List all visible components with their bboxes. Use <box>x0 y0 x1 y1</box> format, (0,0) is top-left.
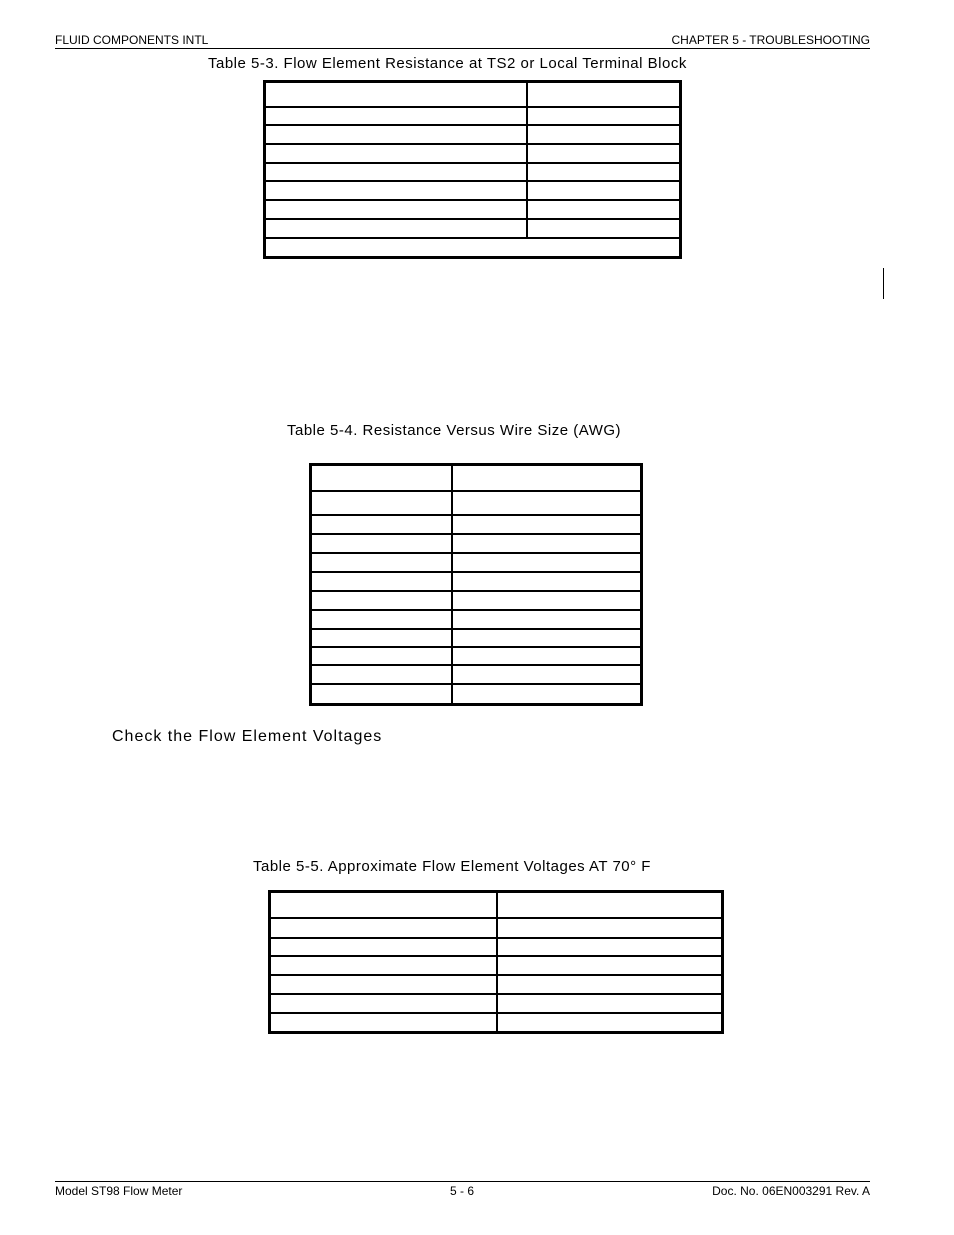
table-row-line <box>312 514 640 516</box>
section-heading: Check the Flow Element Voltages <box>112 728 383 745</box>
footer-doc-number: Doc. No. 06EN003291 Rev. A <box>712 1184 870 1198</box>
table-row-line <box>271 993 721 995</box>
table-row-line <box>266 124 679 126</box>
table-5-5 <box>268 890 724 1034</box>
header-chapter: CHAPTER 5 - TROUBLESHOOTING <box>671 33 870 47</box>
table-row-line <box>271 974 721 976</box>
table-column-divider <box>496 893 498 1031</box>
table-row-line <box>271 955 721 957</box>
footer-page-number: 5 - 6 <box>450 1184 475 1198</box>
table-row-line <box>312 533 640 535</box>
footer-model: Model ST98 Flow Meter <box>55 1184 183 1198</box>
table-row-line <box>266 199 679 201</box>
table-row-line <box>266 218 679 220</box>
table-5-3 <box>263 80 682 259</box>
table-row-line <box>312 628 640 630</box>
table-5-4 <box>309 463 643 706</box>
table-5-3-caption: Table 5-3. Flow Element Resistance at TS2 or Local Terminal Block <box>208 55 687 72</box>
table-row-line <box>312 571 640 573</box>
table-row-line <box>266 237 679 239</box>
table-5-5-caption: Table 5-5. Approximate Flow Element Voltages AT 70° F <box>253 858 651 875</box>
table-row-line <box>266 106 679 108</box>
footer-rule <box>55 1181 870 1182</box>
table-row-line <box>271 1012 721 1014</box>
header-rule <box>55 48 870 49</box>
table-column-divider <box>451 466 453 703</box>
table-row-line <box>312 590 640 592</box>
table-row-line <box>312 664 640 666</box>
table-row-line <box>312 552 640 554</box>
table-row-line <box>312 646 640 648</box>
table-5-4-caption: Table 5-4. Resistance Versus Wire Size (AWG) <box>287 422 622 439</box>
table-row-line <box>266 143 679 145</box>
table-row-line <box>266 162 679 164</box>
header-company: FLUID COMPONENTS INTL <box>55 33 209 47</box>
table-row-line <box>312 490 640 492</box>
revision-change-bar <box>883 268 884 299</box>
table-row-line <box>271 917 721 919</box>
table-row-line <box>271 937 721 939</box>
table-row-line <box>312 683 640 685</box>
table-row-line <box>312 609 640 611</box>
table-row-line <box>266 180 679 182</box>
